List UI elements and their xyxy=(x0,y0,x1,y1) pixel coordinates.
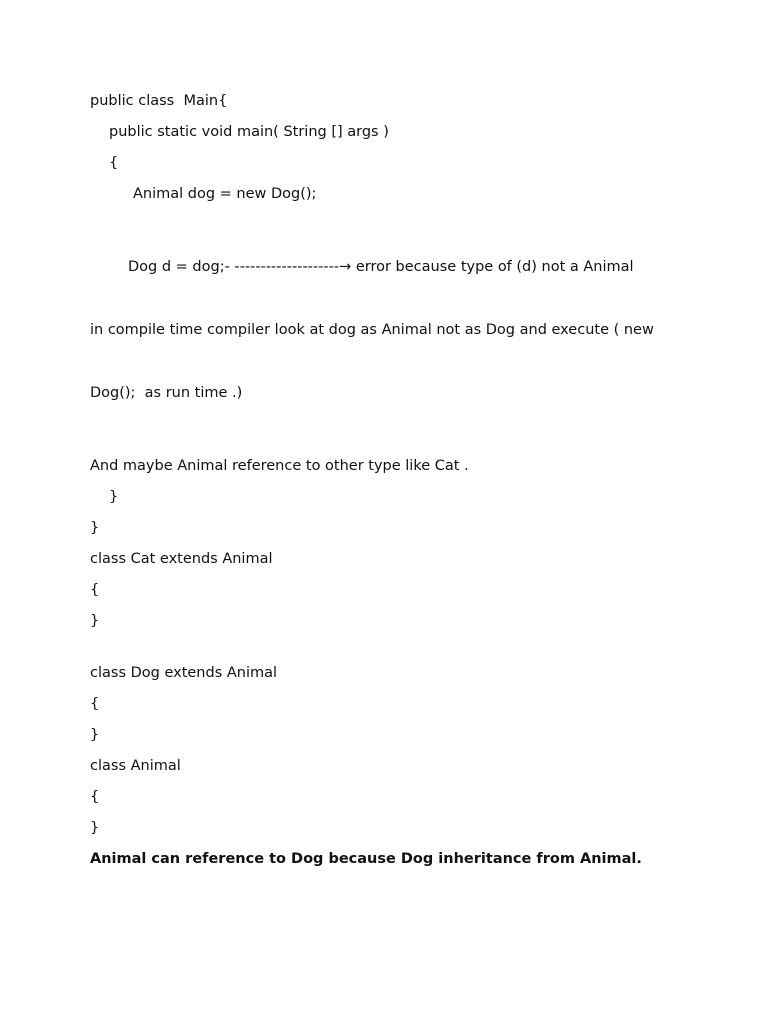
code-line-animal-dog: Animal dog = new Dog(); xyxy=(133,186,317,202)
error-explanation: error because type of (d) not a Animal xyxy=(351,259,634,275)
code-line-close-brace-class: } xyxy=(90,520,100,536)
error-explanation-cont-1: in compile time compiler look at dog as Animal not as Dog and execute ( new xyxy=(90,322,654,338)
code-line-class-main: public class Main{ xyxy=(90,93,228,109)
code-line-close-brace-method: } xyxy=(109,489,119,505)
code-line-dog-cast-error xyxy=(90,215,690,446)
code-line-dog-cast: Dog d = dog;- -------------------- xyxy=(128,259,340,275)
code-line-open-brace: { xyxy=(109,155,119,171)
note-line-cat-reference: And maybe Animal reference to other type like Cat . xyxy=(90,458,469,474)
conclusion-text: Animal can reference to Dog because Dog inheritance from Animal. xyxy=(90,851,642,867)
code-line-class-cat: class Cat extends Animal xyxy=(90,551,273,567)
blank-line xyxy=(90,642,690,663)
arrow-right-icon: → xyxy=(339,259,352,275)
document-body xyxy=(90,91,690,880)
error-explanation-cont-2: Dog(); as run time .) xyxy=(90,385,243,401)
code-line-cat-open-brace: { xyxy=(90,582,100,598)
code-line-main-method: public static void main( String [] args ) xyxy=(109,124,389,140)
code-line-animal-open-brace: { xyxy=(90,789,100,805)
code-line-class-animal: class Animal xyxy=(90,758,181,774)
code-line-animal-close-brace: } xyxy=(90,820,100,836)
code-line-cat-close-brace: } xyxy=(90,613,100,629)
code-line-dog-close-brace: } xyxy=(90,727,100,743)
code-line-dog-open-brace: { xyxy=(90,696,100,712)
code-line-class-dog: class Dog extends Animal xyxy=(90,665,278,681)
